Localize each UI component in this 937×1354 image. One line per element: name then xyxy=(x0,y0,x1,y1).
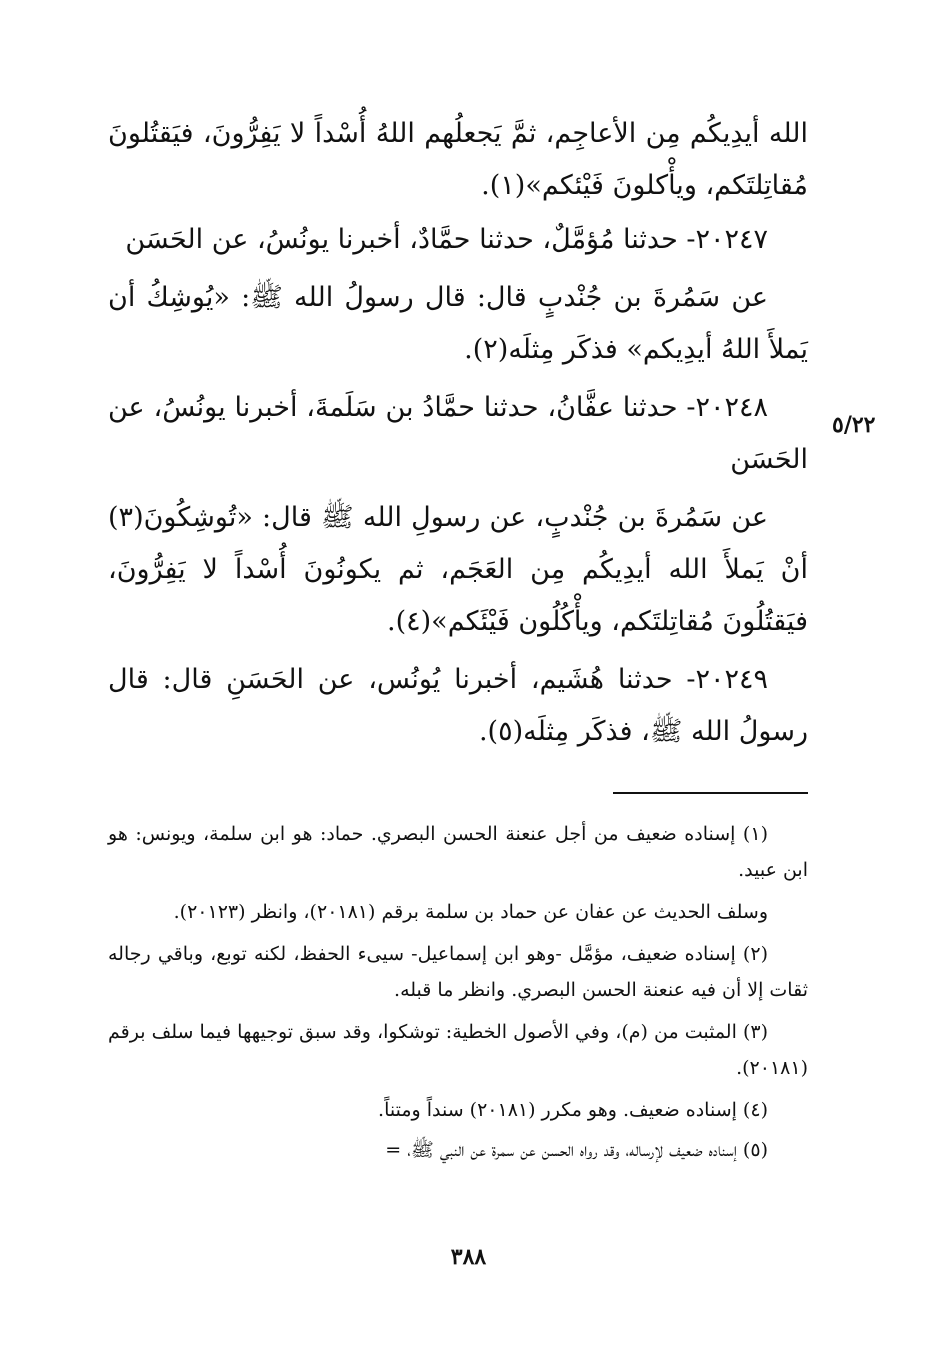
footnote-2: (٢) إسناده ضعيف، مؤمَّل -وهو ابن إسماعيل- سيىء الحفظ، لكنه توبع، وباقي رجاله ثقات إلا أن فيه عنعنة الحسن البصري. وانظر ما قبله. xyxy=(108,943,808,1001)
footnote-4: (٤) إسناده ضعيف. وهو مكرر (٢٠١٨١) سنداً ومتناً. xyxy=(378,1099,768,1121)
page-number: ٣٨٨ xyxy=(450,1244,487,1270)
footnote-3: (٣) المثبت من (م)، وفي الأصول الخطية: توشكوا، وقد سبق توجيهها فيما سلف برقم (٢٠١٨١). xyxy=(108,1021,808,1079)
hadith-isnad-20247: ٢٠٢٤٧- حدثنا مُؤمَّلٌ، حدثنا حمَّادٌ، أخبرنا يونُسُ، عن الحَسَن xyxy=(125,224,768,255)
footnote-divider xyxy=(613,792,808,794)
footnote-1: (١) إسناده ضعيف من أجل عنعنة الحسن البصري. حماد: هو ابن سلمة، ويونس: هو ابن عبيد. xyxy=(108,823,808,881)
hadith-isnad-20248: ٢٠٢٤٨- حدثنا عفَّانُ، حدثنا حمَّادُ بن سَلَمةَ، أخبرنا يونُسُ، عن الحَسَن xyxy=(108,392,808,475)
hadith-20249: ٢٠٢٤٩- حدثنا هُشَيم، أخبرنا يُونُس، عن الحَسَنِ قال: قال رسولُ الله ﷺ، فذكَر مِثلَه(٥). xyxy=(108,664,808,747)
hadith-matn-20248: عن سَمُرةَ بن جُنْدبٍ، عن رسولِ الله ﷺ قال: «تُوشِكُونَ(٣) أنْ يَملأَ الله أيدِيكُم مِن العَجَم، ثم يكونُونَ أُسْداً لا يَفِرُّونَ، فيَقتُلُونَ مُقاتِلتَكم، ويأْكُلُون فَيْئَكم»(٤). xyxy=(108,502,808,637)
hadith-matn-20247: عن سَمُرةَ بن جُنْدبٍ قال: قال رسولُ الله ﷺ: «يُوشِكُ أن يَملأَ اللهُ أيدِيكم» فذكَر مِثلَه(٢). xyxy=(108,282,808,365)
main-text xyxy=(108,108,808,758)
hadith-paragraph-1: الله أيدِيكُم مِن الأعاجِم، ثمَّ يَجعلُهم اللهُ أُسْداً لا يَفِرُّونَ، فيَقتُلونَ مُقاتِلتَكم، ويأْكلونَ فَيْئكم»(١). xyxy=(108,118,808,201)
margin-volume-reference: ٥/٢٢ xyxy=(832,412,876,438)
footnote-1-continued: وسلف الحديث عن عفان عن حماد بن سلمة برقم (٢٠١٨١)، وانظر (٢٠١٢٣). xyxy=(173,901,768,923)
footnotes xyxy=(108,816,808,1168)
footnote-5: (٥) إسناده ضعيف لإرساله، وقد رواه الحسن عن سمرة عن النبي ﷺ، = xyxy=(385,1139,768,1161)
